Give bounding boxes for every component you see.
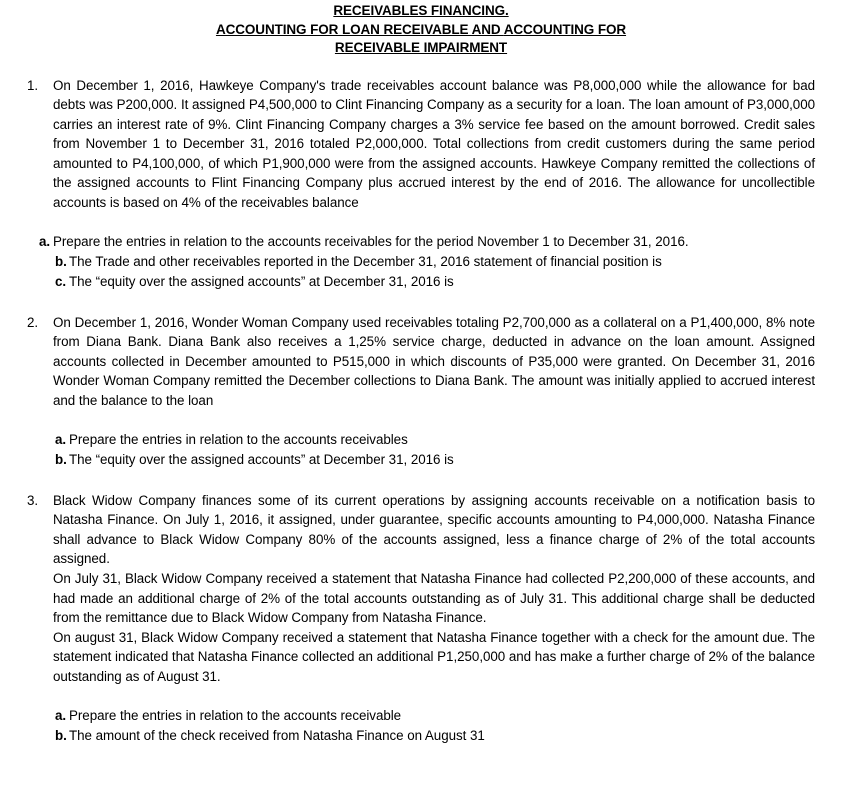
question-list [0,76,842,746]
subitem-text: The Trade and other receivables reported in the December 31, 2016 statement of financial position is [69,253,662,269]
question-item [0,76,842,213]
subitem-letter: a. [55,431,67,447]
subitem-letter: c. [55,273,67,289]
subitem-text: The amount of the check received from Natasha Finance on August 31 [69,727,485,743]
question-body [53,313,815,411]
question-body [53,76,815,213]
title-line-3 [0,39,842,58]
subitem-letter: a. [55,707,67,723]
title-line-1 [0,2,842,21]
question-item [0,491,842,687]
title-line-2-part-2: ACCOUNTING FOR [503,21,627,37]
subitem [0,450,842,470]
subitem [0,430,842,450]
question-paragraph: On July 31, Black Widow Company received a statement that Natasha Finance had collected P2,200,000 of these accounts, and had made an additional charge of 2% of the total accounts outstanding as of July 31. This additional charge shall be deducted from the remittance due to Black Widow Company from Natasha Finance. [53,571,815,626]
subitem-text: The “equity over the assigned accounts” at December 31, 2016 is [69,451,454,467]
subitem [0,726,842,746]
subitem-letter: b. [55,253,67,269]
title-line-2 [0,21,842,40]
title-line-2-part-1: ACCOUNTING FOR LOAN RECEIVABLE AND [215,21,504,37]
subitem [0,252,842,272]
question-text: On December 1, 2016, Hawkeye Company's trade receivables account balance was P8,000,000 while the allowance for bad debts was P200,000. It assigned P4,500,000 to Clint Financing Company as a security for a loan. The loan amount of P3,000,000 carries an interest rate of 9%. Clint Financing Company charges a 3% service fee based on the amount borrowed. Credit sales from November 1 to December 31, 2016 totaled P2,000,000. Total collections from credit customers during the same period amounted to P4,100,000, of which P1,900,000 were from the assigned accounts. Hawkeye Company remitted the collections of the assigned accounts to Flint Financing Company plus accrued interest by the end of 2016. The allowance for uncollectible accounts is based on 4% of the receivables balance [53,77,815,211]
question-text: On December 1, 2016, Wonder Woman Company used receivables totaling P2,700,000 as a collateral on a P1,400,000, 8% note from Diana Bank. Diana Bank also receives a 1,25% service charge, deducted in advance on the loan amount. Assigned accounts collected in December amounted to P515,000 in which discounts of P35,000 were granted. On December 31, 2016 Wonder Woman Company remitted the December collections to Diana Bank. The amount was initially applied to accrued interest and the balance to the loan [53,314,815,409]
subitem-text: Prepare the entries in relation to the accounts receivables [69,431,408,447]
subitem [0,706,842,726]
question-number: 2. [27,314,39,330]
title-line-3-text: RECEIVABLE IMPAIRMENT [334,40,508,55]
subitem [0,272,842,292]
subitem-text: The “equity over the assigned accounts” at December 31, 2016 is [69,273,454,289]
subitem-text: Prepare the entries in relation to the accounts receivables for the period November 1 to December 31, 2016. [53,233,689,249]
question-paragraph: Black Widow Company finances some of its current operations by assigning accounts receivable on a notification basis to Natasha Finance. On July 1, 2016, it assigned, under guarantee, specific accounts amounting to P4,000,000. Natasha Finance shall advance to Black Widow Company 80% of the accounts assigned, less a finance charge of 2% of the total accounts assigned. [53,492,815,567]
question-body [53,491,815,687]
question-paragraph: On august 31, Black Widow Company received a statement that Natasha Finance together with a check for the amount due. The statement indicated that Natasha Finance collected an additional P1,250,000 and has make a further charge of 2% of the balance outstanding as of August 31. [53,629,815,684]
question-subitems [0,232,842,292]
question-subitems [0,706,842,746]
subitem-text: Prepare the entries in relation to the accounts receivable [69,707,402,723]
subitem-letter: b. [55,451,67,467]
subitem-letter: b. [55,727,67,743]
question-item [0,313,842,411]
subitem: a. Prepare the entries in relation to the accounts receivables for the period November 1 to December 31, 2016. [39,233,689,249]
document-title [0,0,842,58]
question-number: 1. [27,77,39,93]
title-line-1-text: RECEIVABLES FINANCING. [333,3,509,18]
question-subitems [0,430,842,470]
question-number: 3. [27,492,39,508]
